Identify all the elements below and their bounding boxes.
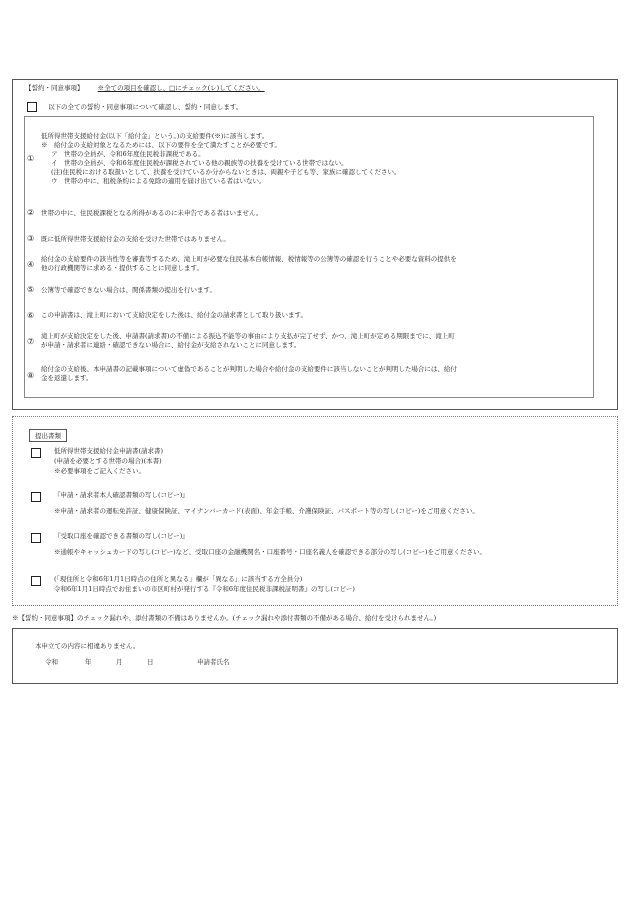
doc-2-line-2: ※申請・請求者の運転免許証、健康保険証、マイナンバーカード(表面)、年金手帳、介護保険証、パスポート等の写し(コピー)をご用意ください。 — [54, 507, 479, 515]
consent-section — [12, 79, 618, 410]
item-1-line-2: ※ 給付金の支給対象となるためには、以下の要件を全て満たすことが必要です。 — [41, 141, 281, 149]
doc-2-line-1: 『申請・請求者本人確認書類の写し(コピー)』 — [54, 491, 189, 499]
doc-checkbox-2[interactable] — [31, 492, 41, 502]
item-1-line-4: イ 世帯の全員が、令和6年度住民税が課税されている他の親族等の扶養を受けている世帯ではない。 — [51, 159, 348, 167]
item-1-line-3: ア 世帯の全員が、令和6年度住民税非課税である。 — [51, 150, 205, 158]
item-number-6: ⑥ — [27, 311, 35, 320]
documents-heading: 提出書類 — [29, 429, 67, 442]
declaration-text: 本申立ての内容に相違ありません。 — [35, 642, 140, 650]
item-3-line-1: 既に低所得世帯支援給付金の支給を受けた世帯ではありません。 — [41, 235, 230, 243]
consent-instruction: ※全ての項目を確認し、□にチェック(レ)してください。 — [97, 84, 265, 92]
declaration-box — [12, 628, 618, 684]
doc-checkbox-3[interactable] — [31, 533, 41, 543]
item-number-8: ⑧ — [27, 371, 35, 380]
item-number-2: ② — [27, 208, 35, 217]
applicant-name-label: 申請者氏名 — [197, 658, 230, 666]
consent-check-label: 以下の全ての誓約・同意事項について確認し、誓約・同意します。 — [48, 103, 243, 111]
item-8-line-1: 給付金の支給後、本申請書の記載事項について虚偽であることが判明した場合や給付金の支給要件に該当しないことが判明した場合には、給付 — [41, 365, 457, 373]
item-4-line-2: 他の行政機関等に求める・提供することに同意します。 — [41, 264, 203, 272]
consent-heading: 【誓約・同意事項】 — [25, 84, 84, 92]
doc-4-line-2: 令和6年1月1日時点でお住まいの市区町村が発行する『令和6年度住民税非課税証明書』の写し(コピー) — [54, 585, 355, 593]
item-1-line-6: ウ 世帯の中に、租税条約による免除の適用を届け出ている者はいない。 — [51, 177, 266, 185]
date-day-label: 日 — [147, 658, 154, 666]
item-number-4: ④ — [27, 260, 35, 269]
item-number-5: ⑤ — [27, 285, 35, 294]
item-number-3: ③ — [27, 234, 35, 243]
item-1-line-5: (注)住民税における取扱いとして、扶養を受けているか分からないときは、両親や子ども等、家族に確認してください。 — [51, 168, 401, 176]
doc-1-line-3: ※必要事項をご記入ください。 — [54, 467, 145, 475]
consent-items-box — [24, 116, 594, 398]
doc-3-line-1: 『受取口座を確認できる書類の写し(コピー)』 — [54, 532, 189, 540]
consent-checkbox[interactable] — [27, 102, 37, 112]
item-8-line-2: 金を返還します。 — [41, 374, 93, 382]
doc-1-line-1: 低所得世帯支援給付金申請書(請求書) — [54, 447, 164, 455]
date-era: 令和 — [45, 658, 58, 666]
doc-checkbox-4[interactable] — [31, 576, 41, 586]
item-5-line-1: 公簿等で確認できない場合は、関係書類の提出を行います。 — [41, 286, 216, 294]
item-6-line-1: この申請書は、滝上町において支給決定をした後は、給付金の請求書として取り扱います。 — [41, 311, 307, 319]
doc-1-line-2: (申請を必要とする世帯の場合)(本書) — [54, 457, 162, 465]
checklist-note: ※【誓約・同意事項】のチェック漏れや、添付書類の不備はありませんか。(チェック漏れや添付書類の不備がある場合、給付を受けられません。) — [12, 614, 437, 622]
item-4-line-1: 給付金の支給要件の該当性等を審査等するため、滝上町が必要な住民基本台帳情報、税情報等の公簿等の確認を行うことや必要な資料の提供を — [41, 255, 457, 263]
date-month-label: 月 — [116, 658, 123, 666]
item-7-line-1: 滝上町が支給決定をした後、申請書(請求書)の不備による振込不能等の事由により支払が完了せず、かつ、滝上町が定める期限までに、滝上町 — [41, 332, 455, 340]
documents-section — [12, 416, 618, 606]
doc-3-line-2: ※通帳やキャッシュカードの写し(コピー)など、受取口座の金融機関名・口座番号・口座名義人を確認できる部分の写し(コピー)をご用意ください。 — [54, 548, 486, 556]
item-number-7: ⑦ — [27, 337, 35, 346]
item-2-line-1: 世帯の中に、住民税課税となる所得があるのに未申告である者はいません。 — [41, 209, 263, 217]
item-1-line-1: 低所得世帯支援給付金(以下「給付金」という。)の支給要件(※)に該当します。 — [41, 132, 269, 140]
doc-checkbox-1[interactable] — [31, 448, 41, 458]
doc-4-line-1: (「現住所と令和6年1月1日時点の住所と異なる」欄が「異なる」に該当する方全員分) — [54, 575, 303, 583]
item-7-line-2: が申請・請求者に連絡・確認できない場合に、給付金が支給されないことに同意します。 — [41, 341, 301, 349]
date-year-label: 年 — [85, 658, 92, 666]
item-number-1: ① — [27, 154, 35, 163]
